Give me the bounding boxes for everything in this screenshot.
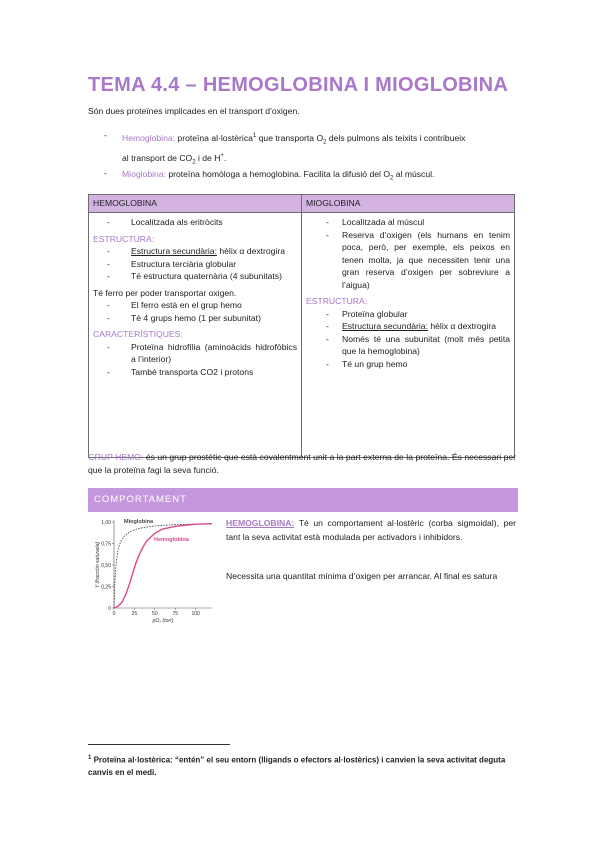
list-item-text: hèlix α dextrogira	[216, 246, 286, 256]
list-item: - Reserva d’oxigen (els humans en tenim poca, però, per exemple, els peixos en tenen molta, ja que necessiten tenir una gran reserva d’oxigen per sobreviure a l’aigua)	[306, 229, 510, 292]
list-item: - Estructura terciària globular	[93, 258, 297, 271]
list-item: - El ferro està en el grup hemo	[93, 299, 297, 312]
footnote-separator	[88, 744, 230, 745]
list-item: - Proteïna hidrofília (aminoàcids hidrofòbics a l’interior)	[93, 341, 297, 366]
subscript: 2	[390, 175, 394, 182]
y-tick-label: 0	[108, 605, 111, 612]
superscript: +	[220, 152, 224, 159]
grup-hemo-text: és un grup prostètic que està covalentment unit a la part externa de la proteïna. És necessari per que la proteïna fagi la seva funció.	[88, 452, 517, 475]
section-label-caracteristiques: CARACTERÍSTIQUES:	[93, 329, 183, 339]
list-item: - També transporta CO2 i protons	[93, 366, 297, 379]
bullet-text: al múscul.	[395, 169, 435, 179]
series-label-mioglobina: Mioglobina	[124, 519, 154, 525]
list-item: - Només té una subunitat (molt més petita que la hemoglobina)	[306, 333, 510, 358]
footnote-ref: 1	[252, 133, 257, 139]
behaviour-text	[226, 517, 516, 544]
footnote-text: “entén” el seu entorn (lligands o efectors al·lostèrics) i canvien la seva activitat deguta canvis en el medi.	[88, 755, 506, 778]
y-axis-label: Y (fracción saturada)	[95, 541, 101, 589]
list-item: - Localitzada al múscul	[306, 216, 510, 229]
bullet-dash: -	[104, 168, 107, 178]
bullet-text: proteïna homòloga a hemoglobina. Facilita la difusió del O	[168, 169, 391, 179]
behaviour-para2: Necessita una quantitat mínima d’oxigen per arrancar. Al final es satura	[226, 571, 498, 581]
section-label-estructura: ESTRUCTURA:	[93, 233, 155, 244]
footnote-number: 1	[88, 755, 92, 761]
underlined-term: Estructura secundària:	[342, 321, 428, 331]
footnote-term: Proteïna al·lostèrica:	[93, 755, 173, 765]
underlined-term: Estructura secundària:	[131, 246, 217, 256]
list-item	[306, 320, 510, 333]
list-item	[93, 245, 297, 258]
table-cell-mioglobina	[302, 213, 515, 458]
bullet-text: que transporta O	[258, 132, 324, 143]
x-tick-label: 25	[131, 611, 138, 617]
bullet-text: proteïna al·lostèrica	[177, 132, 253, 143]
list-item: - Té estructura quaternària (4 subunitats)	[93, 270, 297, 283]
y-tick-label: 0,25	[101, 584, 111, 591]
list-item: - Localitzada als eritròcits	[93, 216, 297, 229]
y-tick-label: 0,50	[101, 562, 111, 569]
bullet-text: .	[223, 152, 227, 163]
x-tick-label: 50	[152, 611, 158, 617]
bullet-mioglobina	[122, 168, 518, 186]
bullet-hemoglobina	[122, 130, 518, 169]
table-cell-hemoglobina	[89, 213, 302, 458]
bullet-mioglobina-term: Mioglobina:	[122, 169, 166, 179]
comparison-table	[88, 194, 515, 458]
page-title: TEMA 4.4 – HEMOGLOBINA I MIOGLOBINA	[88, 74, 509, 96]
behaviour-description: Té un comportament al·lostèric (corba sigmoidal), per tant la seva activitat està modulada per activadors i inhibidors.	[226, 518, 516, 542]
bullet-hemoglobina-term: Hemoglobina:	[122, 132, 176, 143]
x-tick-label: 100	[191, 611, 200, 617]
list-item: - Té 4 grups hemo (1 per subunitat)	[93, 312, 297, 325]
grup-hemo-definition	[88, 451, 516, 477]
section-band-comportament: COMPORTAMENT	[88, 488, 518, 512]
intro-text: Són dues proteïnes implicades en el transport d’oxigen.	[88, 106, 300, 116]
table-header-mioglobina: MIOGLOBINA	[302, 195, 515, 213]
bullet-text: i de H	[197, 152, 221, 163]
subscript: 2	[323, 139, 327, 146]
list-item: - Proteïna globular	[306, 308, 510, 321]
oxygen-saturation-chart	[96, 512, 218, 624]
grup-hemo-term: GRUP HEMO:	[88, 452, 144, 462]
behaviour-term: HEMOGLOBINA:	[226, 518, 295, 528]
y-tick-label: 1,00	[101, 519, 111, 526]
bullet-dash: -	[104, 130, 107, 140]
subscript: 2	[192, 159, 196, 166]
bullet-text: dels pulmons als teixits i contribueix	[328, 132, 466, 143]
bullet-text: al transport de CO	[122, 152, 193, 163]
list-item: - Té un grup hemo	[306, 358, 510, 371]
table-header-hemoglobina: HEMOGLOBINA	[89, 195, 302, 213]
series-label-hemoglobina: Hemoglobina	[154, 537, 189, 543]
iron-intro: Té ferro per poder transportar oxigen.	[93, 287, 237, 298]
section-label-estructura: ESTRUCTURA:	[306, 296, 368, 306]
x-axis-label: pO₂ (torr)	[152, 618, 174, 624]
x-tick-label: 0	[112, 611, 116, 617]
x-tick-label: 75	[172, 611, 179, 617]
y-tick-label: 0,75	[101, 541, 111, 548]
list-item-text: hèlix α dextrogira	[427, 321, 497, 331]
footnote	[88, 752, 516, 780]
